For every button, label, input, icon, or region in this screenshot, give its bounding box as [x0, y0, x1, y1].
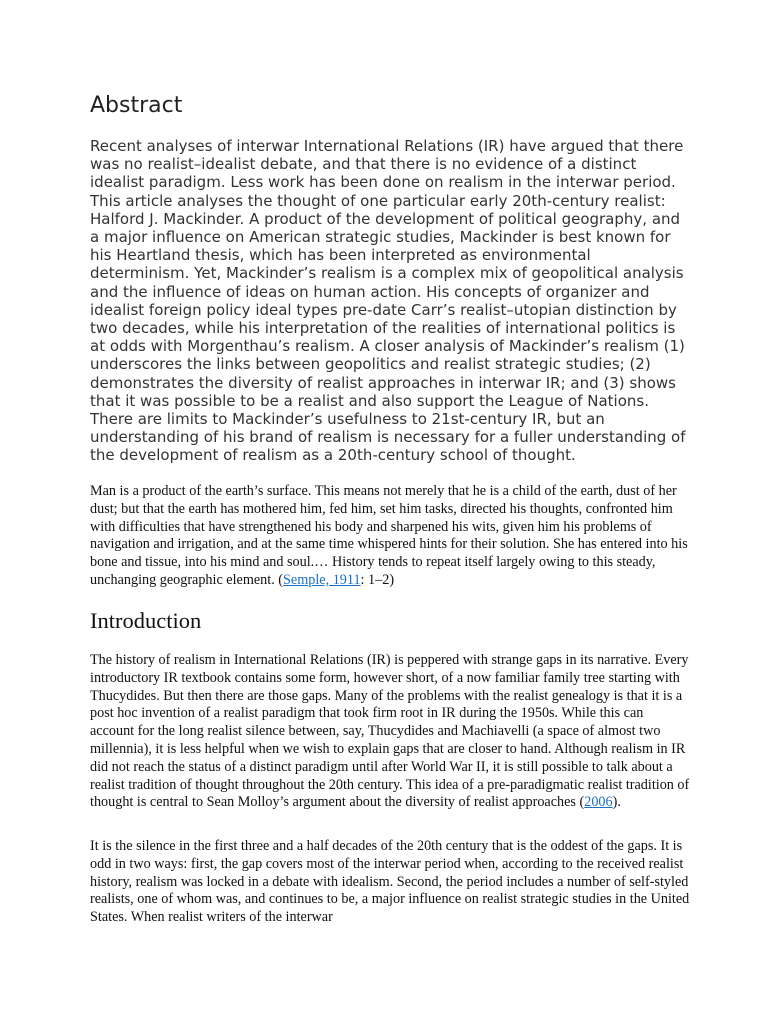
epigraph-suffix: : 1–2)	[360, 571, 395, 588]
abstract-heading: Abstract	[90, 93, 183, 118]
intro-paragraph-1-text: The history of realism in International Relations (IR) is peppered with strange gaps in its narrative. Every introductory IR textbook contains some form, however short, of a now familiar family tree starting with Thucydides. But then there are those gaps. Many of the problems with the realist genealogy is that it is a post hoc invention of a realist paradigm that took firm root in IR during the 1950s. While this can account for the long realist silence between, say, Thucydides and Machiavelli (a space of almost two millennia), it is less helpful when we wish to explain gaps that are closer to hand. Although realism in IR did not reach the status of a distinct paradigm until after World War II, it is still possible to talk about a realist tradition of thought throughout the 20th century. This idea of a pre-paradigmatic realist tradition of thought is central to Sean Molloy’s argument about the diversity of realist approaches (	[90, 652, 690, 811]
epigraph-text: Man is a product of the earth’s surface. This means not merely that he is a child of the earth, dust of her dust; but that the earth has mothered him, fed him, set him tasks, directed his thoughts, confronted him with difficulties that have strengthened his body and sharpened his wits, given him his problems of navigation and irrigation, and at the same time whispered hints for their solution. She has entered into his bone and tissue, into his mind and soul.… History tends to repeat itself largely owing to this steady, unchanging geographic element. (	[90, 483, 688, 588]
molloy-citation-link[interactable]: 2006	[584, 794, 613, 811]
semple-citation-link[interactable]: Semple, 1911	[283, 571, 361, 588]
abstract-text: Recent analyses of interwar International Relations (IR) have argued that there was no realist–idealist debate, and that there is no evidence of a distinct idealist paradigm. Less work has been done on realism in the interwar period. This article analyses the thought of one particular early 20th-century realist: Halford J. Mackinder. A product of the development of political geography, and a major influence on American strategic studies, Mackinder is best known for his Heartland thesis, which has been interpreted as environmental determinism. Yet, Mackinder’s realism is a complex mix of geopolitical analysis and the influence of ideas on human action. His concepts of organizer and idealist foreign policy ideal types pre-date Carr’s realist–utopian distinction by two decades, while his interpretation of the realities of international politics is at odds with Morgenthau’s realism. A closer analysis of Mackinder’s realism (1) underscores the links between geopolitics and realist strategic studies; (2) demonstrates the diversity of realist approaches in interwar IR; and (3) shows that it was possible to be a realist and also support the League of Nations. There are limits to Mackinder’s usefulness to 21st-century IR, but an understanding of his brand of realism is necessary for a fuller understanding of the development of realism as a 20th-century school of thought.	[90, 137, 686, 465]
intro-paragraph-1	[90, 652, 690, 812]
intro-paragraph-1-suffix: ).	[612, 794, 621, 811]
intro-paragraph-2: It is the silence in the first three and a half decades of the 20th century that is the oddest of the gaps. It is odd in two ways: first, the gap covers most of the interwar period when, according to the received realist history, realism was locked in a debate with idealism. Second, the period includes a number of self-styled realists, one of whom was, and continues to be, a major influence on realist strategic studies in the United States. When realist writers of the interwar	[90, 838, 690, 926]
epigraph-quote	[90, 483, 690, 590]
introduction-heading: Introduction	[90, 608, 202, 633]
